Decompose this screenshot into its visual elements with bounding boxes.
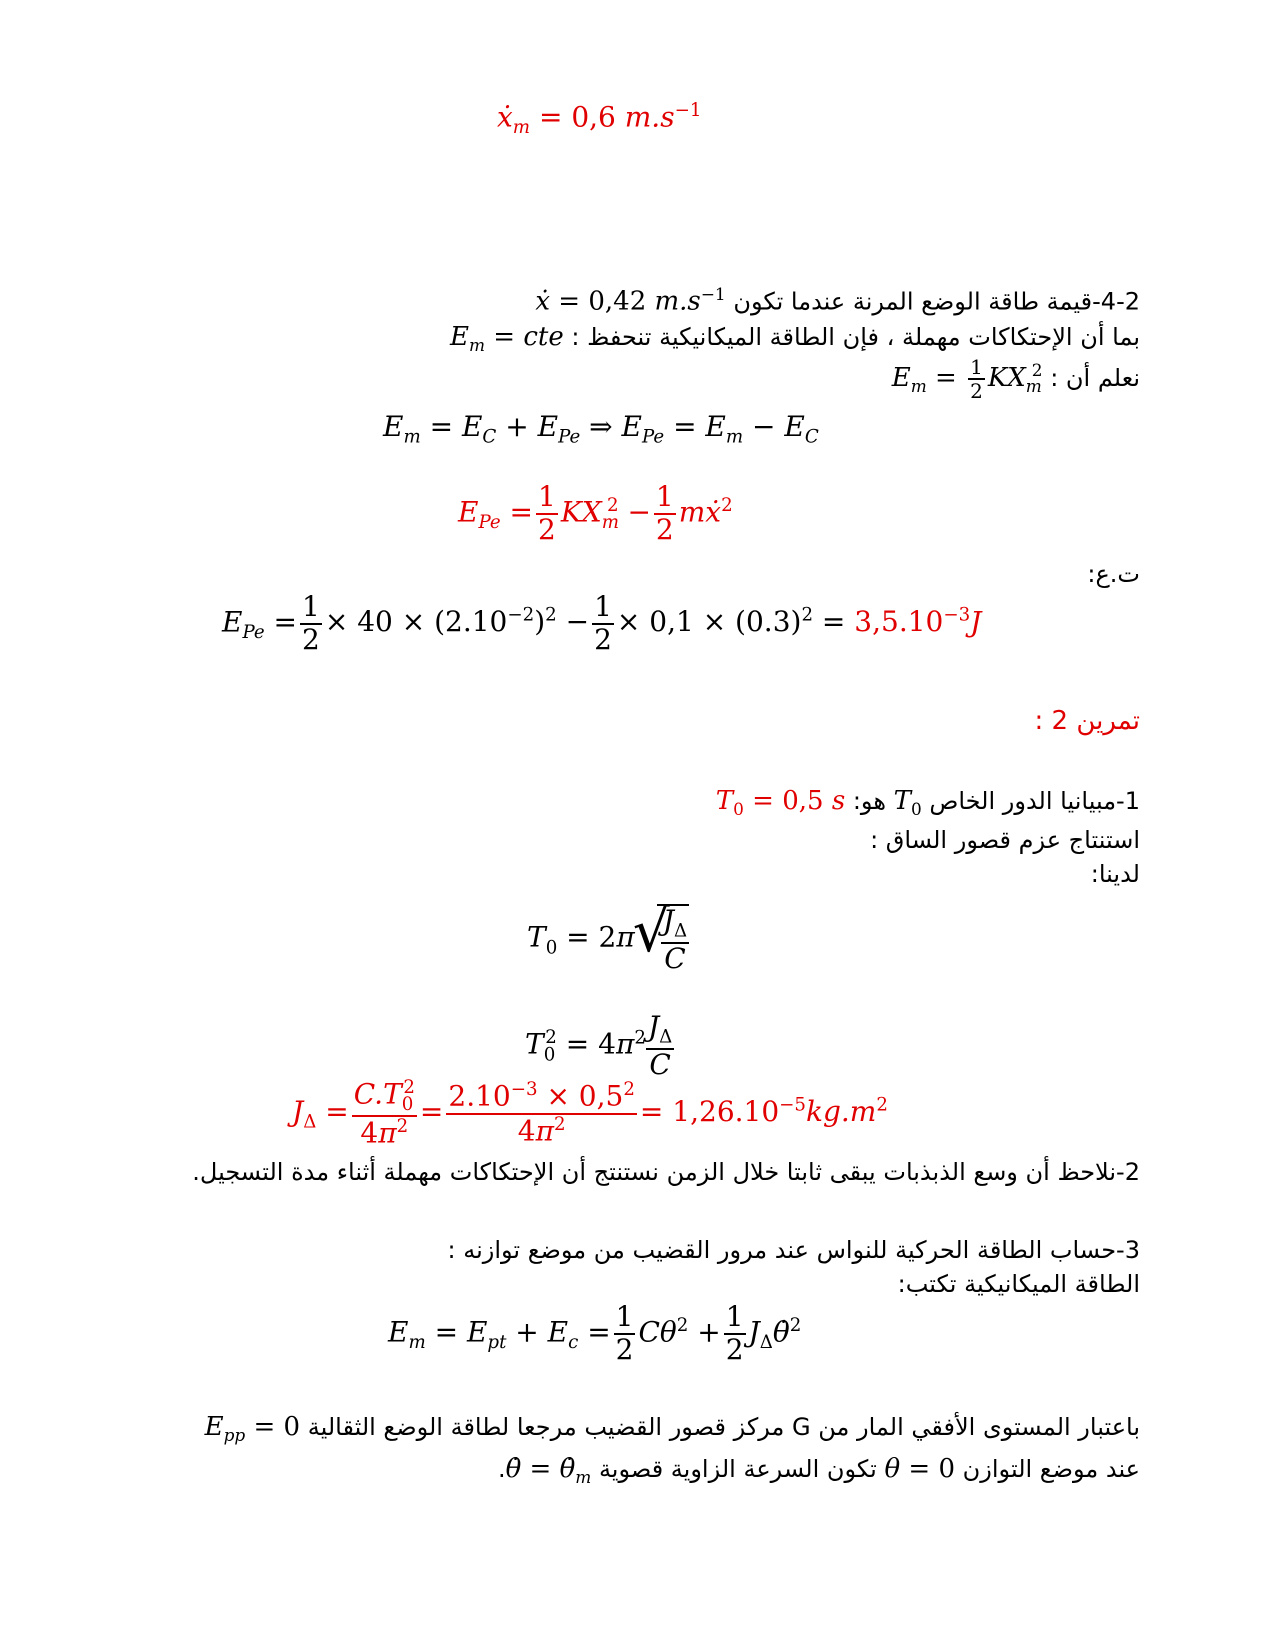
question-1-line	[716, 786, 1140, 819]
epe-result: $3,5.10^{-3}J$	[854, 604, 982, 639]
energy-conservation-line	[450, 322, 1140, 355]
energy-conservation-text: بما أن الإحتكاكات مهملة ، فإن الطاقة الميكانيكية تنحفظ :	[571, 323, 1140, 351]
we-have-line: لدينا:	[1090, 860, 1140, 888]
question-2-text: 2-نلاحظ أن وسع الذبذبات يبقى ثابتا خلال الزمن نستنتج أن الإحتكاكات مهملة أثناء مدة التسجيل.	[192, 1158, 1140, 1186]
energy-sum-equation: $E_m = E_C + E_{Pe}$ ⇒ $E_{Pe} = E_m - E_C$	[383, 410, 819, 448]
mechanical-energy-formula: $E_m = E_{pt} + E_c$ = $\frac{1}{2}$ $C\theta^2$ + $\frac{1}{2}$ $J_\Delta\thetȧ^2$	[388, 1300, 802, 1366]
epp-zero-math: $E_{pp} = 0$	[204, 1412, 301, 1446]
equilibrium-text-2: تكون السرعة الزاوية قصوية	[598, 1455, 877, 1483]
exercise-2-heading: تمرين 2 :	[1034, 706, 1140, 736]
period-squared-formula: $T_0^2 = 4\pi^2$ $\frac{J_\Delta}{C}$	[525, 1010, 673, 1081]
question-1-word: هو:	[852, 787, 886, 815]
question-4-2-title	[535, 284, 1140, 317]
epe-formula: $E_{Pe}$ = $\frac{1}{2}$ $KX_m^2$ − $\frac{1}{2}$ mẋ$^2$	[458, 480, 733, 546]
t0-result: $T_0 = 0,5$ s	[715, 786, 846, 820]
velocity-max-equation: ẋ$_m$ = 0,6 $m.s^{-1}$	[497, 100, 702, 138]
deduce-inertia-line: استنتاج عزم قصور الساق :	[870, 826, 1140, 854]
numerical-application-label: ت.ع:	[1087, 560, 1140, 588]
t0-symbol: $T_0$	[893, 786, 922, 820]
question-1-text: 1-مبيانيا الدور الخاص	[929, 787, 1140, 815]
inertia-result: $1,26.10^{-5}kg.m^2$	[672, 1094, 888, 1129]
reference-level-text: باعتبار المستوى الأفقي المار من G مركز قصور القضيب مرجعا لطاقة الوضع الثقالية	[307, 1413, 1140, 1441]
epe-numerical-equation: $E_{Pe}$ = $\frac{1}{2}$ × $40 \times (2.10^{-2})^2$ − $\frac{1}{2}$ × $0,1 \times (0.3)^2 = 3,5.10^{-3}J$	[222, 590, 982, 656]
question-4-2-title-text: 4-2-قيمة طاقة الوضع المرنة عندما تكون	[733, 287, 1140, 316]
em-definition-text: نعلم أن :	[1050, 364, 1140, 392]
mechanical-energy-label: الطاقة الميكانيكية تكتب:	[897, 1270, 1140, 1298]
em-definition-math: $E_m$ = $\frac{1}{2}$ $KX_m^2$	[891, 355, 1043, 403]
em-cte-math: $E_m$ = cte	[450, 322, 564, 356]
theta-zero-math: θ = 0	[884, 1454, 956, 1484]
equilibrium-text: عند موضع التوازن	[962, 1455, 1140, 1483]
period-formula: $T_0 = 2\pi$ √ $\frac{J_\Delta}{C}$	[527, 904, 689, 974]
reference-level-line	[205, 1412, 1140, 1445]
em-definition-line	[892, 356, 1140, 402]
theta-dot-max-math: θ̇ = $\thetȧ_m$	[505, 1454, 592, 1488]
inertia-calculation: $J_\Delta$ = $\frac{C.T_0^2}{4\pi^2}$ = $\frac{2.10^{-3} \times 0,5^2}{4\pi^2}$ = $1,26.10^{-5}kg.m^2$	[292, 1077, 888, 1150]
question-4-2-velocity: ẋ = 0,42 $m.s^{-1}$	[535, 284, 726, 317]
question-3-text: 3-حساب الطاقة الحركية للنواس عند مرور القضيب من موضع توازنه :	[447, 1236, 1140, 1264]
equilibrium-line: عند موضع التوازن θ = 0 تكون السرعة الزاوية قصوية θ̇ = $\thetȧ_m$.	[497, 1454, 1140, 1488]
